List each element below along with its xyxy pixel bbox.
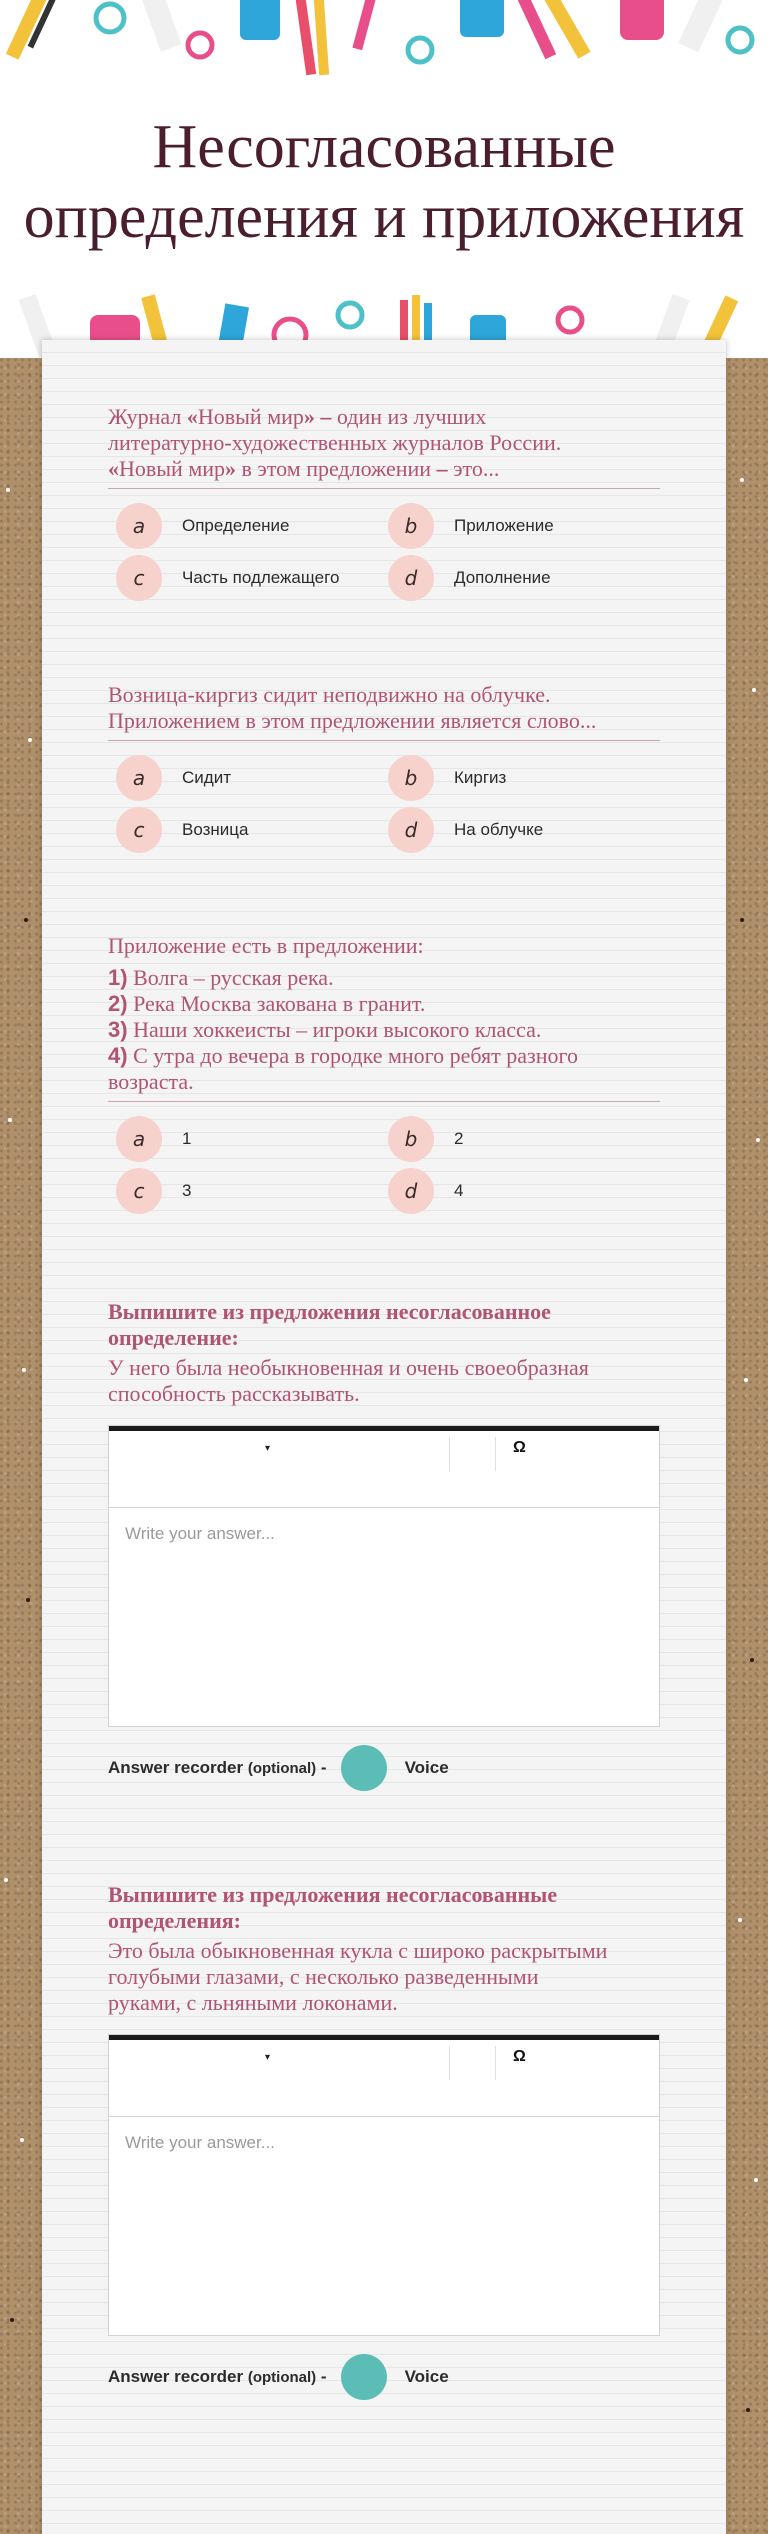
answer-recorder: [108, 2354, 660, 2400]
question-3-option-c[interactable]: [116, 1168, 386, 1214]
question-3-option-a[interactable]: [116, 1116, 386, 1162]
question-1-option-d[interactable]: [388, 555, 658, 601]
editor-toolbar: [109, 2035, 659, 2117]
question-4-text: У него была необыкновенная и очень своеобразная способность рассказывать.: [108, 1355, 589, 1406]
option-letter-a: a: [116, 1116, 162, 1162]
question-2-option-c[interactable]: [116, 807, 386, 853]
option-letter-c: c: [116, 807, 162, 853]
question-2-option-b[interactable]: [388, 755, 658, 801]
voice-record-button[interactable]: [341, 1745, 387, 1791]
question-1-text: Журнал «Новый мир» – один из лучших литературно-художественных журналов России. «Новый мир» в этом предложении – это...: [108, 404, 562, 481]
answer-textarea[interactable]: [109, 2117, 659, 2335]
question-5: [108, 1882, 660, 2400]
page-title-line-1: Несогласованные: [152, 113, 616, 181]
question-4: [108, 1299, 660, 1791]
format-dropdown-chevron-down-icon[interactable]: ▾: [265, 2052, 271, 2063]
option-letter-b: b: [388, 755, 434, 801]
question-1-option-a[interactable]: [116, 503, 386, 549]
answer-textarea[interactable]: [109, 1508, 659, 1726]
option-text: 2: [454, 1129, 464, 1148]
option-letter-a: a: [116, 755, 162, 801]
format-dropdown-chevron-down-icon[interactable]: ▾: [265, 1443, 271, 1454]
option-text: На облучке: [454, 820, 544, 839]
page-title: [0, 112, 768, 252]
option-letter-c: c: [116, 555, 162, 601]
special-characters-omega-icon[interactable]: Ω: [513, 2048, 526, 2065]
option-text: Сидит: [182, 768, 231, 787]
question-3-divider: [108, 1101, 660, 1102]
option-letter-a: a: [116, 503, 162, 549]
question-2: [108, 682, 660, 859]
question-4-answer-editor: [108, 1425, 660, 1727]
toolbar-divider: [449, 1437, 450, 1471]
question-5-text: Это была обыкновенная кукла с широко раскрытыми голубыми глазами, с несколько разведенными руками, с льняными локонами.: [108, 1938, 608, 2015]
answer-recorder-label: Answer recorder (optional) -: [108, 1758, 327, 1777]
question-3-text: Приложение есть в предложении: 1) Волга – русская река. 2) Река Москва закована в гранит. 3) Наши хоккеисты – игроки высокого класса. 4) С утра до вечера в городке много ребят разного возраста.: [108, 933, 578, 1094]
question-2-option-d[interactable]: [388, 807, 658, 853]
toolbar-divider: [495, 1437, 496, 1471]
question-3-option-d[interactable]: [388, 1168, 658, 1214]
option-text: Возница: [182, 820, 249, 839]
toolbar-divider: [449, 2046, 450, 2080]
option-text: 3: [182, 1181, 192, 1200]
question-2-text: Возница-киргиз сидит неподвижно на облучке. Приложением в этом предложении является слово...: [108, 682, 597, 733]
question-1-options: [108, 503, 660, 607]
question-1: [108, 404, 660, 607]
question-3-option-b[interactable]: [388, 1116, 658, 1162]
voice-label: Voice: [404, 2367, 449, 2386]
question-1-option-b[interactable]: [388, 503, 658, 549]
answer-recorder: [108, 1745, 660, 1791]
question-3: [108, 933, 660, 1220]
question-4-heading: Выпишите из предложения несогласованное определение:: [108, 1299, 551, 1350]
question-1-option-c[interactable]: [116, 555, 386, 601]
option-text: Приложение: [454, 516, 554, 535]
question-2-options: [108, 755, 660, 859]
option-letter-c: c: [116, 1168, 162, 1214]
question-5-heading: Выпишите из предложения несогласованные определения:: [108, 1882, 558, 1933]
option-text: 4: [454, 1181, 464, 1200]
option-text: 1: [182, 1129, 192, 1148]
option-text: Дополнение: [454, 568, 551, 587]
question-1-divider: [108, 488, 660, 489]
option-text: Определение: [182, 516, 290, 535]
answer-recorder-label: Answer recorder (optional) -: [108, 2367, 327, 2386]
question-2-divider: [108, 740, 660, 741]
question-2-option-a[interactable]: [116, 755, 386, 801]
voice-label: Voice: [404, 1758, 449, 1777]
option-text: Киргиз: [454, 768, 507, 787]
option-letter-b: b: [388, 1116, 434, 1162]
option-letter-d: d: [388, 1168, 434, 1214]
option-letter-b: b: [388, 503, 434, 549]
option-letter-d: d: [388, 807, 434, 853]
school-supplies-banner-top: [0, 0, 768, 80]
page-title-line-2: определения и приложения: [23, 183, 745, 251]
option-letter-d: d: [388, 555, 434, 601]
question-3-options: [108, 1116, 660, 1220]
special-characters-omega-icon[interactable]: Ω: [513, 1439, 526, 1456]
question-5-answer-editor: [108, 2034, 660, 2336]
option-text: Часть подлежащего: [182, 568, 340, 587]
voice-record-button[interactable]: [341, 2354, 387, 2400]
editor-toolbar: [109, 1426, 659, 1508]
toolbar-divider: [495, 2046, 496, 2080]
